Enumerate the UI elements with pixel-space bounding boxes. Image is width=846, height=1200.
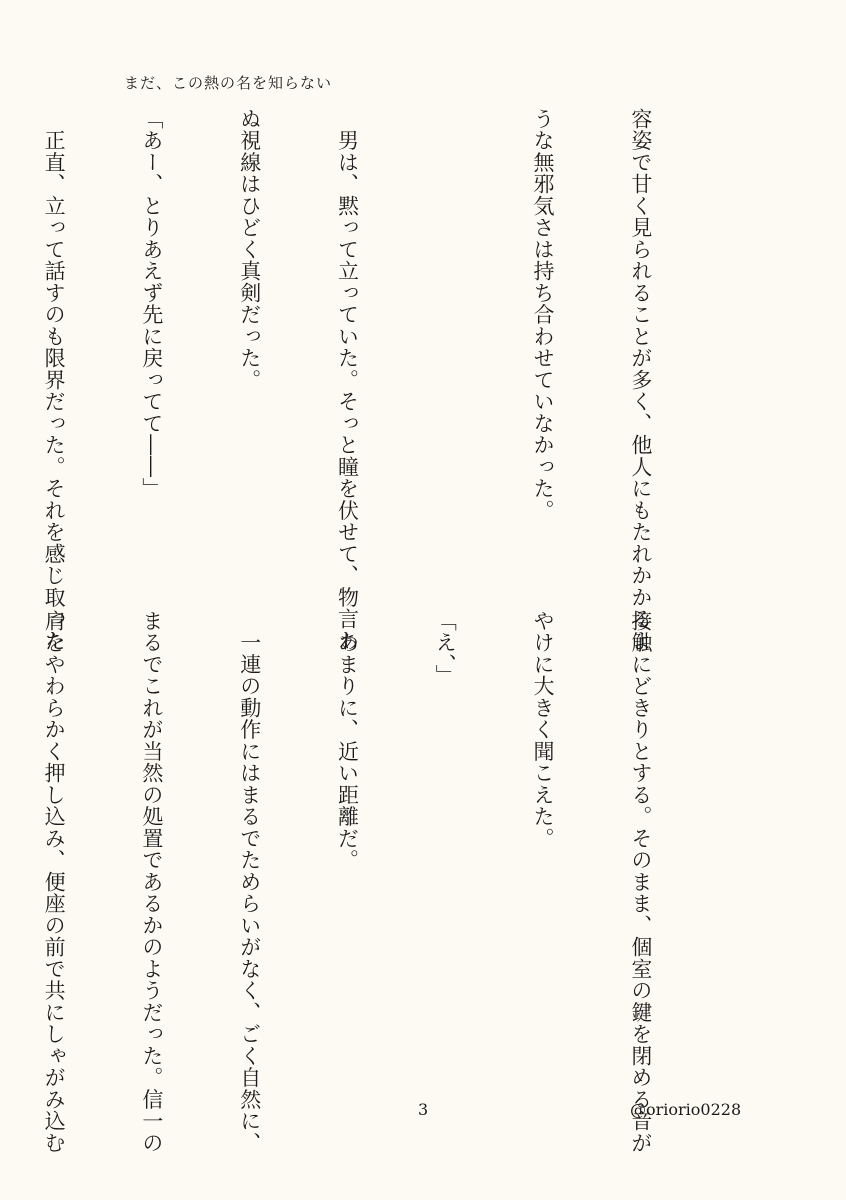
page-number: 3 — [418, 1100, 429, 1119]
text-line: 「え、」 — [433, 610, 458, 687]
text-line: ぬ視線はひどく真剣だった。 — [237, 108, 262, 391]
text-line: うな無邪気さは持ち合わせていなかった。 — [531, 108, 556, 522]
text-line: 肩をやわらかく押し込み、便座の前で共にしゃがみ込む — [42, 610, 67, 1154]
text-line: やけに大きく聞こえた。 — [531, 610, 556, 850]
text-line: 男は、黙って立っていた。そっと瞳を伏せて、物言わ — [335, 108, 360, 652]
text-line: あまりに、近い距離だ。 — [335, 610, 360, 871]
text-line: 接触にどきりとする。そのまま、個室の鍵を閉める音が — [628, 610, 653, 1154]
text-line: 容姿で甘く見られることが多く、他人にもたれかかるよ — [628, 108, 653, 652]
text-line: 一連の動作にはまるでためらいがなく、ごく自然に、 — [237, 610, 262, 1154]
text-line — [429, 108, 462, 578]
text-line: 「あー、とりあえず先に戻ってて――」 — [139, 108, 164, 500]
text-line: まるでこれが当然の処置であるかのようだった。信一の — [139, 610, 164, 1154]
text-column-upper — [42, 108, 722, 652]
page-title: まだ、この熱の名を知らない — [124, 74, 333, 92]
author-handle: @oriorio0228 — [630, 1100, 742, 1119]
text-line: 正直、立って話すのも限界だった。それを感じ取った — [42, 108, 67, 652]
